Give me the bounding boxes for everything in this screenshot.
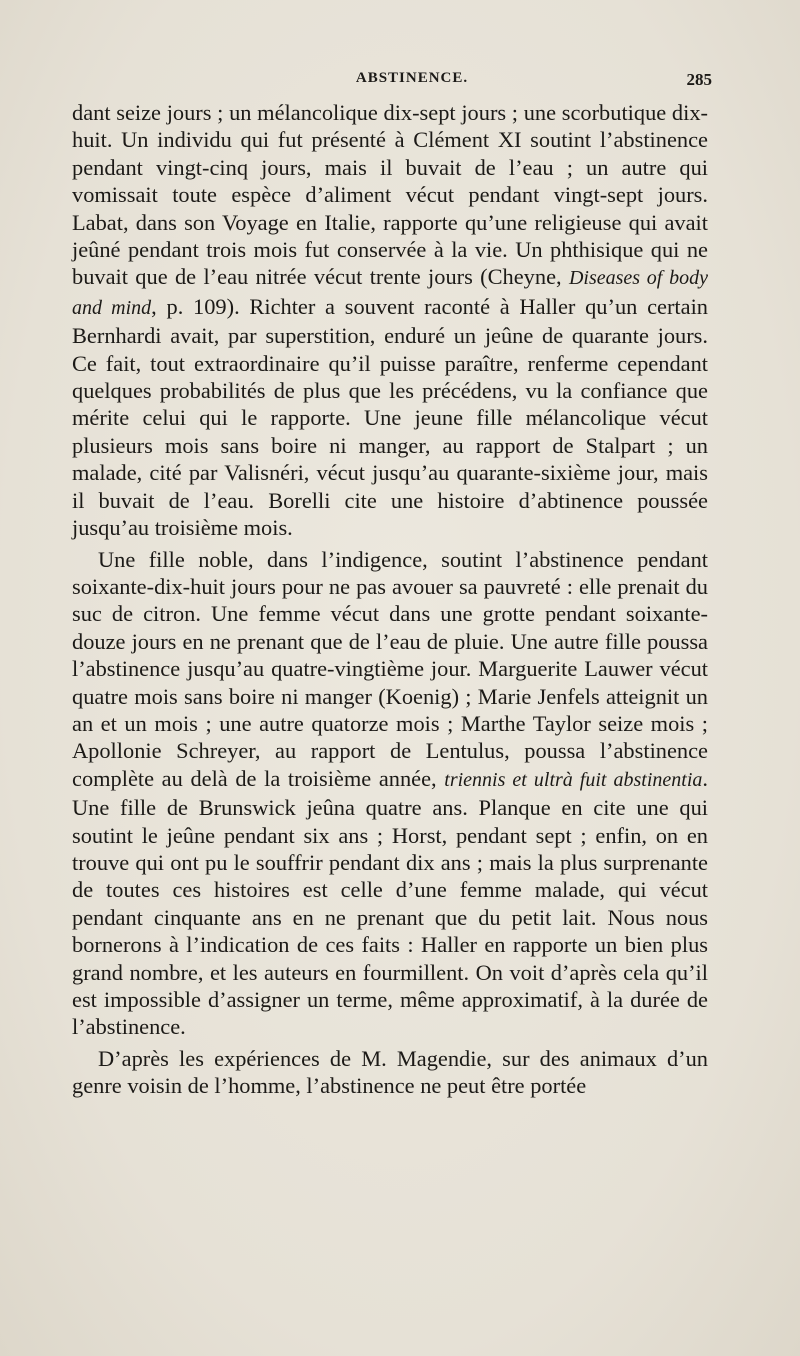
text-segment: D’après les expériences de M. Magendie, sur des animaux d’un genre voisin de l’homme, l’abstinence ne peut être portée <box>72 1045 708 1099</box>
body-text <box>72 99 708 1100</box>
paragraph-3 <box>72 1045 708 1100</box>
running-header <box>72 70 712 100</box>
paragraph-2 <box>72 546 708 1041</box>
paragraph-1 <box>72 99 708 542</box>
text-segment: . Une fille de Brunswick jeûna quatre ans. Planque en cite une qui soutint le jeûne pendant six ans ; Horst, pendant sept ; enfin, on en trouve qui ont pu le souffrir pendant dix ans ; mais la plus surprenante de toutes ces histoires est celle d’une femme malade, qui vécut pendant cinquante ans en ne prenant que du petit lait. Nous nous bornerons à l’indication de ces faits : Haller en rapporte un bien plus grand nombre, et les auteurs en fourmillent. On voit d’après cela qu’il est impossible d’assigner un terme, même approximatif, à la durée de l’abstinence. <box>72 765 708 1040</box>
page-number: 285 <box>686 70 712 89</box>
latin-quote: triennis et ultrà fuit abstinentia <box>444 768 703 791</box>
running-title: ABSTINENCE. <box>355 70 469 86</box>
citation-title: Diseases of body and mind <box>72 267 708 319</box>
text-segment: Une fille noble, dans l’indigence, soutint l’abstinence pendant soixante-dix-huit jours pour ne pas avouer sa pauvreté : elle prenait du suc de citron. Une femme vécut dans une grotte pendant soixante-douze jours en ne prenant que de l’eau de pluie. Une autre fille poussa l’abstinence jusqu’au quatre-vingtième jour. Marguerite Lauwer vécut quatre mois sans boire ni manger (Koenig) ; Marie Jenfels atteignit un an et un mois ; une autre quatorze mois ; Marthe Taylor seize mois ; Apollonie Schreyer, au rapport de Lentulus, poussa l’abstinence complète au delà de la troisième année, <box>72 546 708 791</box>
text-segment: dant seize jours ; un mélancolique dix-sept jours ; une scorbutique dix-huit. Un individu qui fut présenté à Clément XI soutint l’abstinence pendant vingt-cinq jours, mais il buvait de l’eau ; un autre qui vomissait toute espèce d’aliment vécut pendant vingt-sept jours. Labat, dans son Voyage en Italie, rapporte qu’une religieuse qui avait jeûné pendant trois mois fut conservée à la vie. Un phthisique qui ne buvait que de l’eau nitrée vécut trente jours (Cheyne, <box>72 100 708 290</box>
text-segment: , p. 109). Richter a souvent raconté à Haller qu’un certain Bernhardi avait, par superstition, enduré un jeûne de quarante jours. Ce fait, tout extraordinaire qu’il puisse paraître, renferme cependant quelques probabilités de plus que les précédens, vu la confiance que mérite celui qui le rapporte. Une jeune fille mélancolique vécut plusieurs mois sans boire ni manger, au rapport de Stalpart ; un malade, cité par Valisnéri, vécut jusqu’au quarante-sixième jour, mais il buvait de l’eau. Borelli cite une histoire d’abtinence poussée jusqu’au troisième mois. <box>72 293 709 541</box>
